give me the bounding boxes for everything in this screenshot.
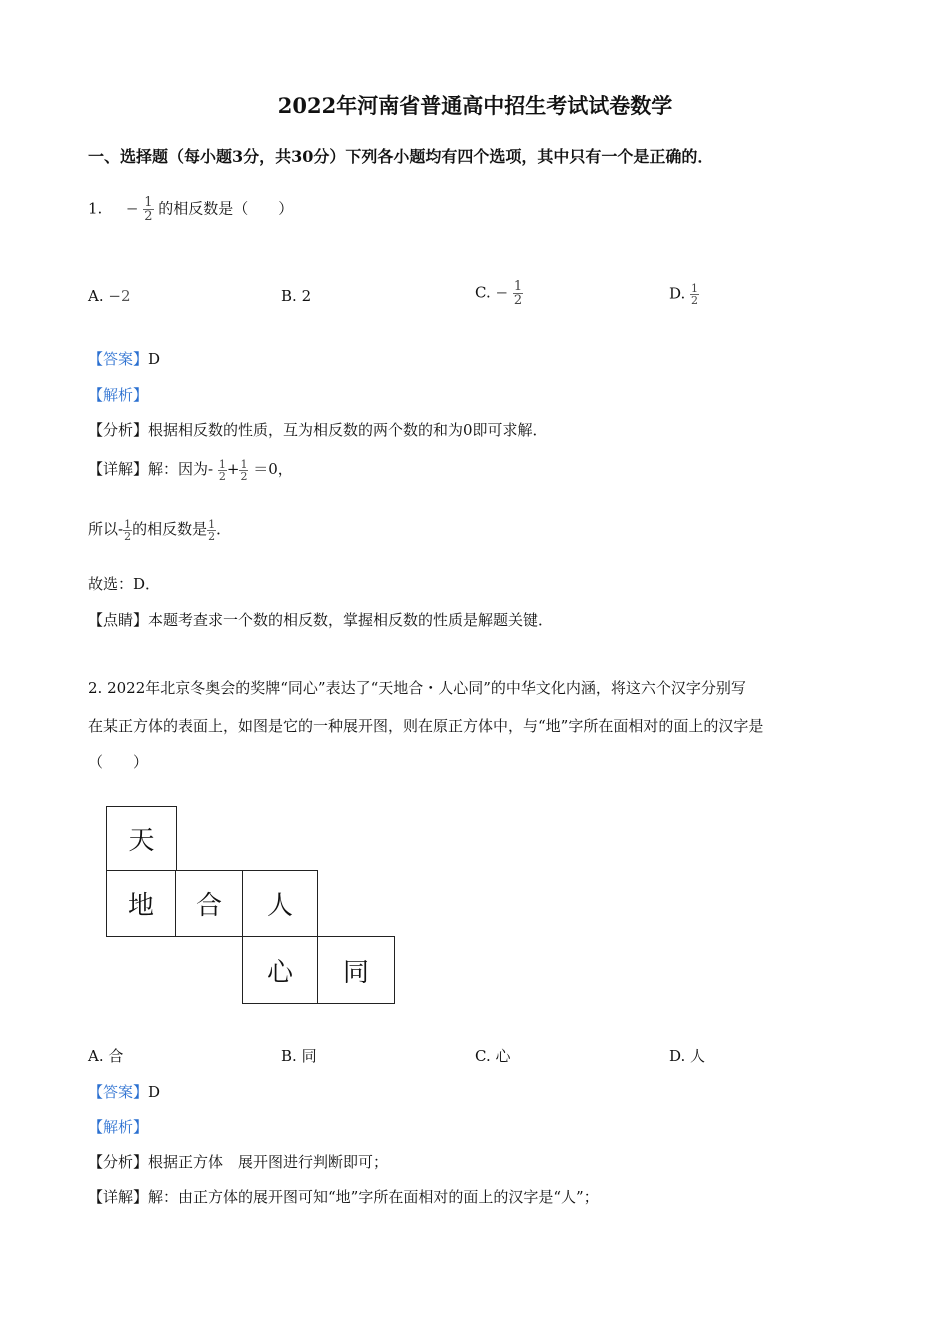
xiangjie-post: ＝0， bbox=[253, 460, 293, 478]
option-fraction bbox=[690, 283, 699, 306]
frac-denominator: 2 bbox=[513, 293, 523, 308]
q2-xiangjie bbox=[88, 1186, 599, 1207]
suoyi-mid: 的相反数是 bbox=[132, 520, 208, 538]
net-cell-tian: 天 bbox=[106, 806, 177, 871]
suoyi-pre: 所以- bbox=[88, 520, 124, 538]
frac-denominator: 2 bbox=[691, 294, 699, 307]
suoyi-end: ． bbox=[216, 520, 232, 538]
answer-tag: 【答案】 bbox=[88, 1083, 149, 1101]
option-label: B. bbox=[281, 1047, 297, 1065]
q2-option-a[interactable] bbox=[88, 1045, 123, 1066]
q2-fenxi bbox=[88, 1151, 388, 1172]
option-label: C. bbox=[475, 283, 491, 302]
frac-numerator: 1 bbox=[208, 517, 216, 531]
q1-option-b[interactable] bbox=[281, 287, 311, 305]
q1-guxuan: 故选：D． bbox=[88, 575, 161, 593]
q1-option-c[interactable] bbox=[475, 280, 523, 307]
option-label: D. bbox=[669, 284, 686, 303]
q1-analysis-tag: 【解析】 bbox=[88, 386, 149, 404]
fenxi-tag: 【分析】 bbox=[88, 421, 149, 439]
option-value: −2 bbox=[108, 287, 131, 305]
option-value: 同 bbox=[301, 1047, 317, 1065]
frac-numerator: 1 bbox=[513, 279, 523, 294]
net-cell-tong: 同 bbox=[317, 936, 395, 1004]
net-cell-he: 合 bbox=[175, 870, 243, 937]
xiangjie-tag: 【详解】 bbox=[88, 460, 149, 478]
fenxi-text: 根据相反数的性质，互为相反数的两个数的和为0即可求解． bbox=[148, 421, 548, 439]
frac-numerator: 1 bbox=[691, 282, 699, 295]
frac-half-2 bbox=[239, 459, 248, 482]
dianjing-text: 本题考查求一个数的相反数，掌握相反数的性质是解题关键． bbox=[148, 611, 554, 629]
xiangjie-text: 解：由正方体的展开图可知“地”字所在面相对的面上的汉字是“人”； bbox=[148, 1188, 599, 1206]
option-value: 合 bbox=[108, 1047, 124, 1065]
option-label: A. bbox=[88, 287, 104, 305]
frac-denominator: 2 bbox=[144, 209, 153, 224]
q2-stem-line1: 2. 2022年北京冬奥会的奖牌“同心”表达了“天地合・人心同”的中华文化内涵，将这六个汉字分别写 bbox=[88, 679, 746, 697]
q2-answer bbox=[88, 1081, 160, 1102]
xiangjie-tag: 【详解】 bbox=[88, 1188, 149, 1206]
frac-denominator: 2 bbox=[124, 529, 132, 543]
option-value: 2 bbox=[301, 287, 312, 305]
frac-numerator: 1 bbox=[218, 457, 226, 471]
frac-denominator: 2 bbox=[240, 469, 248, 483]
answer-tag: 【答案】 bbox=[88, 350, 149, 368]
fenxi-text: 根据正方体 展开图进行判断即可； bbox=[148, 1153, 389, 1171]
section-heading: 一、选择题（每小题3分，共30分）下列各小题均有四个选项，其中只有一个是正确的． bbox=[88, 147, 714, 166]
option-label: B. bbox=[281, 287, 297, 305]
q1-dianjing bbox=[88, 609, 553, 630]
frac-half-1 bbox=[218, 459, 227, 482]
q2-stem-line3: （ ） bbox=[88, 753, 149, 771]
q1-suoyi bbox=[88, 518, 231, 542]
frac-denominator: 2 bbox=[208, 529, 216, 543]
q1-number: 1. bbox=[88, 199, 103, 218]
q1-neg-sign: − bbox=[125, 199, 139, 218]
net-cell-ren: 人 bbox=[242, 870, 318, 937]
option-value: 人 bbox=[690, 1047, 706, 1065]
q1-stem bbox=[88, 196, 293, 223]
q1-option-a[interactable] bbox=[88, 287, 131, 305]
answer-value: D bbox=[148, 350, 161, 368]
net-cell-di: 地 bbox=[106, 870, 176, 937]
plus-sign: + bbox=[226, 460, 240, 478]
frac-half-3 bbox=[123, 519, 132, 542]
frac-half-4 bbox=[207, 519, 216, 542]
option-label: D. bbox=[669, 1047, 686, 1065]
q1-answer bbox=[88, 348, 160, 369]
q1-fraction bbox=[143, 196, 153, 223]
answer-value: D bbox=[148, 1083, 161, 1101]
q2-option-b[interactable] bbox=[281, 1045, 317, 1066]
page-title: 2022年河南省普通高中招生考试试卷数学 bbox=[277, 93, 673, 118]
q2-analysis-tag: 【解析】 bbox=[88, 1118, 149, 1136]
q1-option-d[interactable] bbox=[669, 283, 699, 306]
frac-numerator: 1 bbox=[240, 457, 248, 471]
xiangjie-pre: 解：因为- bbox=[148, 460, 214, 478]
dianjing-tag: 【点睛】 bbox=[88, 611, 149, 629]
q1-xiangjie bbox=[88, 458, 293, 482]
frac-denominator: 2 bbox=[218, 469, 226, 483]
fenxi-tag: 【分析】 bbox=[88, 1153, 149, 1171]
option-value: 心 bbox=[495, 1047, 511, 1065]
option-sign: − bbox=[495, 283, 509, 302]
frac-numerator: 1 bbox=[124, 517, 132, 531]
option-label: A. bbox=[88, 1047, 104, 1065]
option-fraction bbox=[513, 280, 523, 307]
frac-numerator: 1 bbox=[144, 195, 153, 210]
q2-option-d[interactable] bbox=[669, 1045, 705, 1066]
q1-stem-text: 的相反数是（ ） bbox=[158, 199, 294, 218]
q1-fenxi bbox=[88, 419, 548, 440]
q2-stem-line2: 在某正方体的表面上，如图是它的一种展开图，则在原正方体中，与“地”字所在面相对的面上的汉字是 bbox=[88, 717, 764, 735]
q2-option-c[interactable] bbox=[475, 1045, 511, 1066]
option-label: C. bbox=[475, 1047, 491, 1065]
net-cell-xin: 心 bbox=[242, 936, 318, 1004]
